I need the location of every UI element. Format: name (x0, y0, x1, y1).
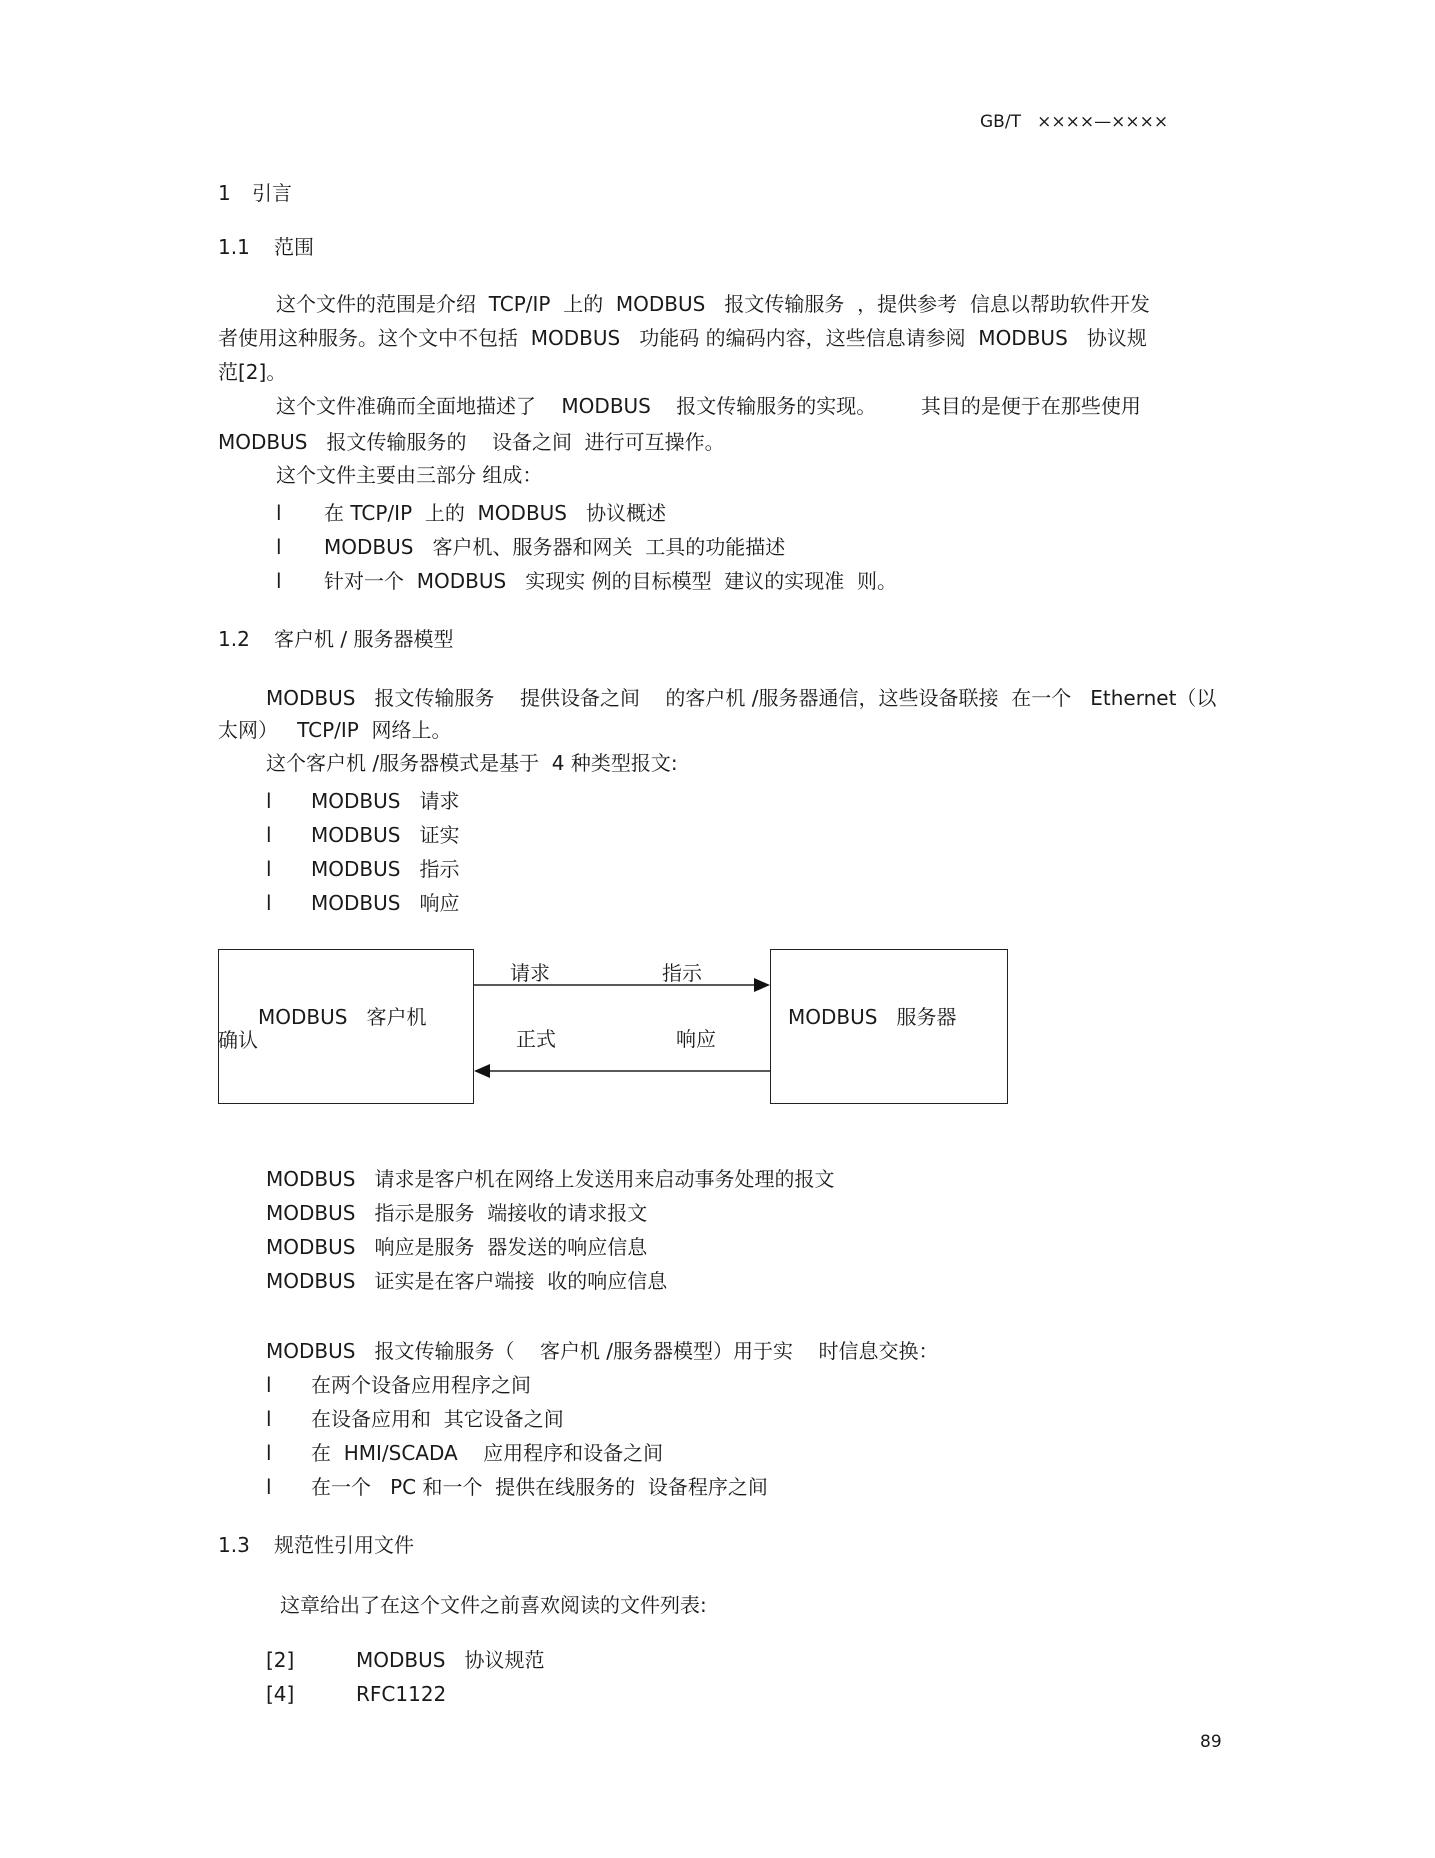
bullet-marker: l (276, 535, 282, 559)
bullet-marker: l (266, 857, 272, 881)
scope-list-item: MODBUS 客户机、服务器和网关 工具的功能描述 (324, 535, 786, 559)
section-1-title: 引言 (252, 181, 292, 205)
section-1-1-number: 1.1 (218, 235, 250, 259)
message-type-item: MODBUS 指示 (311, 857, 460, 881)
diagram-client-label: MODBUS 客户机 (258, 1005, 427, 1029)
scope-purpose-line2: MODBUS 报文传输服务的 设备之间 进行可互操作。 (218, 430, 725, 454)
bullet-marker: l (266, 1373, 272, 1397)
definition-line: MODBUS 请求是客户机在网络上发送用来启动事务处理的报文 (266, 1167, 835, 1191)
references-intro: 这章给出了在这个文件之前喜欢阅读的文件列表: (280, 1593, 707, 1617)
reference-id: [4] (266, 1682, 295, 1706)
section-1-number: 1 (218, 181, 231, 205)
request-arrowhead (754, 978, 770, 992)
scope-list-item: 在 TCP/IP 上的 MODBUS 协议概述 (324, 501, 667, 525)
bullet-marker: l (266, 823, 272, 847)
usage-list-item: 在 HMI/SCADA 应用程序和设备之间 (311, 1441, 664, 1465)
section-1-1-title: 范围 (274, 235, 314, 259)
standard-code: GB/T (980, 112, 1021, 132)
scope-paragraph-line2: 者使用这种服务。这个文中不包括 MODBUS 功能码 的编码内容，这些信息请参阅 MODBUS 协议规 (218, 326, 1147, 350)
scope-purpose-line1: 这个文件准确而全面地描述了 MODBUS 报文传输服务的实现。 其目的是便于在那些使用 (276, 394, 1141, 418)
definition-line: MODBUS 响应是服务 器发送的响应信息 (266, 1235, 648, 1259)
response-arrowhead (474, 1064, 490, 1078)
usage-list-item: 在设备应用和 其它设备之间 (311, 1407, 564, 1431)
message-type-item: MODBUS 响应 (311, 891, 460, 915)
section-1-2-title: 客户机 / 服务器模型 (274, 627, 454, 651)
usage-intro: MODBUS 报文传输服务（ 客户机 /服务器模型）用于实 时信息交换： (266, 1339, 939, 1363)
diagram-indication-label: 指示 (662, 961, 702, 985)
model-types-intro: 这个客户机 /服务器模式是基于 4 种类型报文: (266, 751, 678, 775)
scope-paragraph-line3: 范[2]。 (218, 360, 287, 384)
model-paragraph-line2: 太网） TCP/IP 网络上。 (218, 718, 452, 742)
usage-list-item: 在两个设备应用程序之间 (311, 1373, 531, 1397)
page-number: 89 (1200, 1732, 1222, 1752)
message-type-item: MODBUS 证实 (311, 823, 460, 847)
diagram-response-label: 响应 (676, 1027, 716, 1051)
reference-id: [2] (266, 1648, 295, 1672)
scope-parts-intro: 这个文件主要由三部分 组成： (276, 463, 543, 487)
scope-paragraph-line1: 这个文件的范围是介绍 TCP/IP 上的 MODBUS 报文传输服务 ，提供参考 信息以帮助软件开发 (276, 292, 1150, 316)
definition-line: MODBUS 指示是服务 端接收的请求报文 (266, 1201, 648, 1225)
diagram-confirm-label: 确认 (218, 1028, 258, 1052)
bullet-marker: l (276, 569, 282, 593)
standard-number: ××××—×××× (1037, 112, 1169, 132)
section-1-2-number: 1.2 (218, 627, 250, 651)
bullet-marker: l (276, 501, 282, 525)
reference-title: MODBUS 协议规范 (356, 1648, 545, 1672)
definition-line: MODBUS 证实是在客户端接 收的响应信息 (266, 1269, 668, 1293)
bullet-marker: l (266, 1407, 272, 1431)
model-paragraph-line1: MODBUS 报文传输服务 提供设备之间 的客户机 /服务器通信，这些设备联接 在一个 Ethernet（以 (266, 686, 1217, 710)
scope-list-item: 针对一个 MODBUS 实现实 例的目标模型 建议的实现准 则。 (324, 569, 898, 593)
bullet-marker: l (266, 1441, 272, 1465)
bullet-marker: l (266, 789, 272, 813)
reference-title: RFC1122 (356, 1682, 447, 1706)
diagram-server-label: MODBUS 服务器 (788, 1005, 957, 1029)
section-1-3-title: 规范性引用文件 (274, 1533, 414, 1557)
section-1-3-number: 1.3 (218, 1533, 250, 1557)
bullet-marker: l (266, 1475, 272, 1499)
diagram-formal-label: 正式 (516, 1027, 556, 1051)
usage-list-item: 在一个 PC 和一个 提供在线服务的 设备程序之间 (311, 1475, 768, 1499)
message-type-item: MODBUS 请求 (311, 789, 460, 813)
bullet-marker: l (266, 891, 272, 915)
diagram-request-label: 请求 (510, 961, 550, 985)
